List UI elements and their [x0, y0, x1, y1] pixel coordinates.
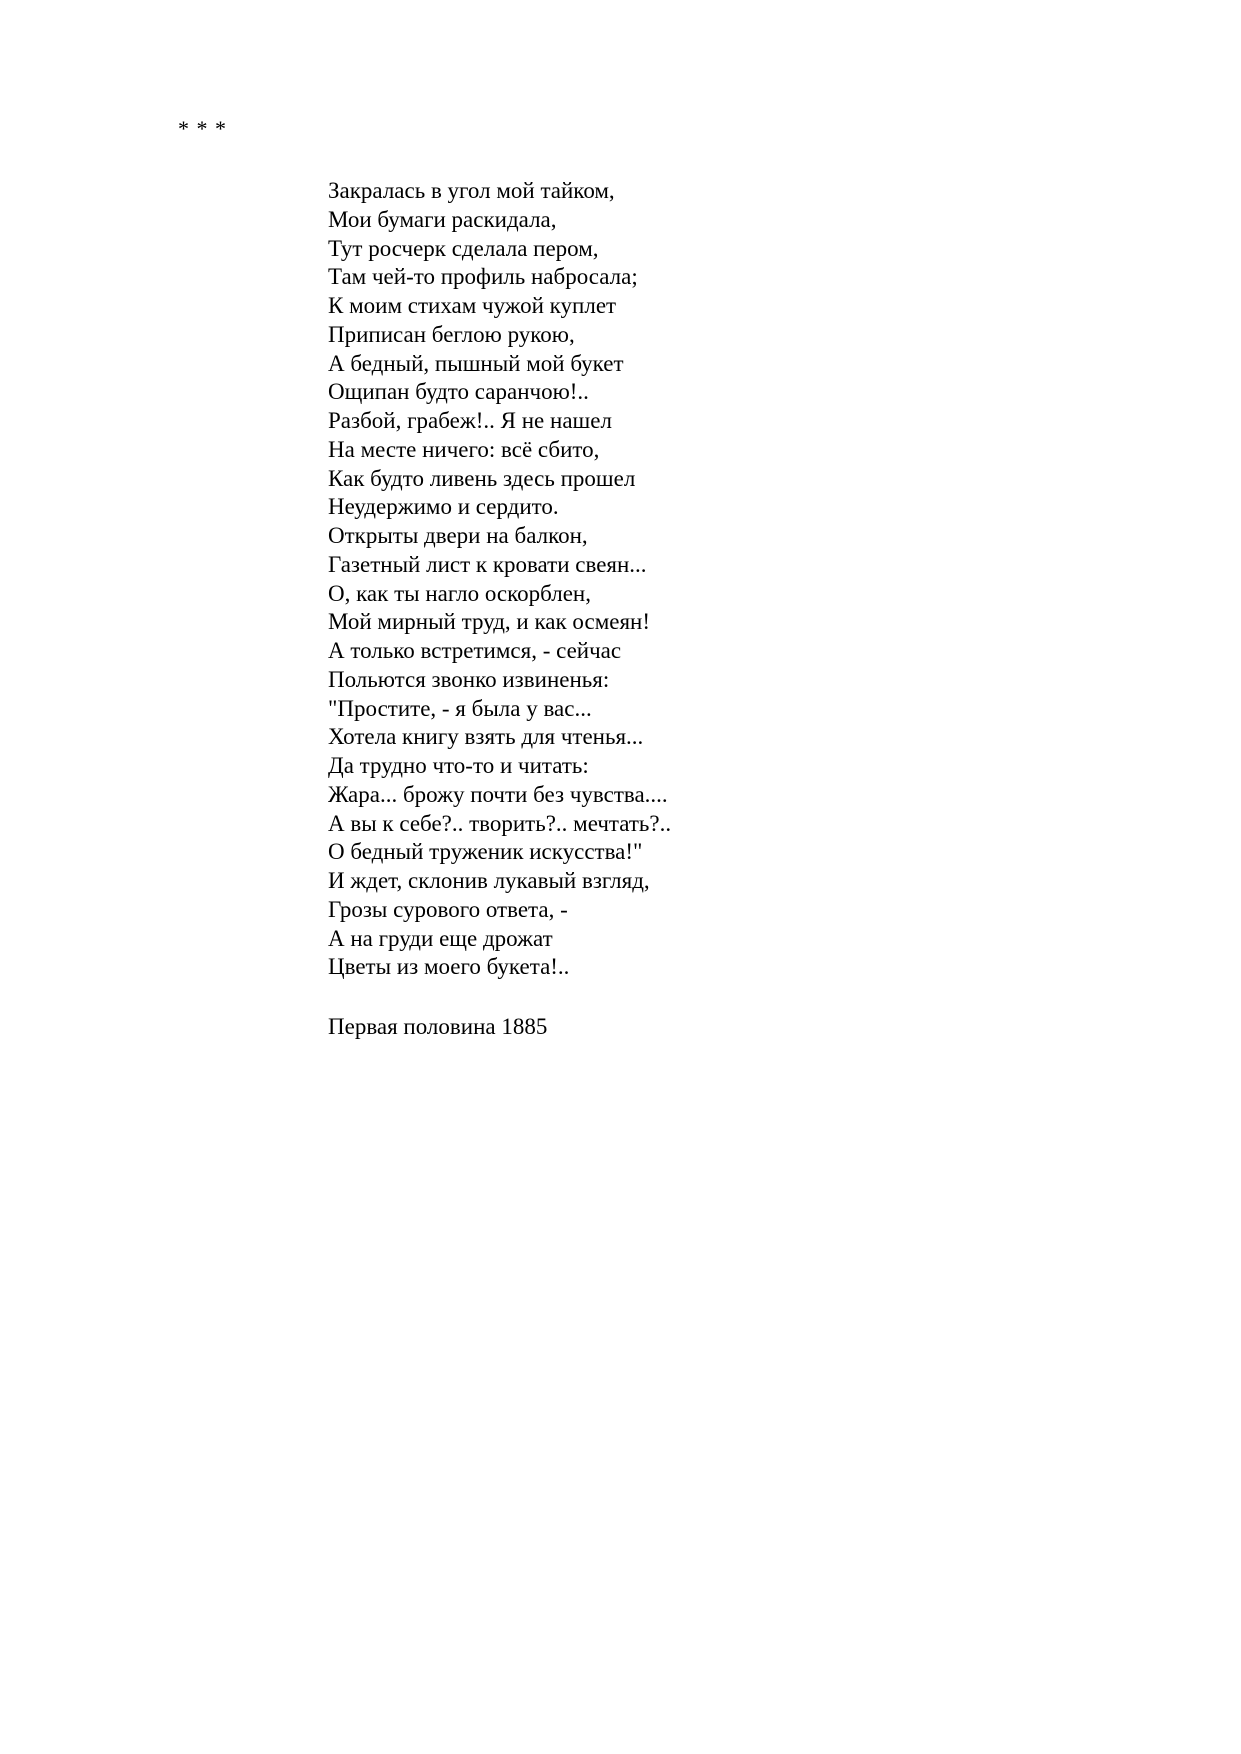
poem-line: А только встретимся, - сейчас	[328, 638, 622, 663]
poem-line: Жара... брожу почти без чувства....	[328, 781, 668, 807]
poem-line: Тут росчерк сделала пером,	[328, 235, 599, 261]
poem-line: Хотела книгу взять для чтенья...	[328, 724, 644, 750]
poem-line: Газетный лист к кровати свеян...	[328, 551, 647, 577]
poem-line: Ощипан будто саранчою!..	[328, 379, 589, 405]
poem-line: Мой мирный труд, и как осмеян!	[328, 609, 651, 635]
poem-line: Разбой, грабеж!.. Я не нашел	[328, 408, 612, 433]
poem-line: Как будто ливень здесь прошел	[328, 465, 636, 491]
poem-line: Да трудно что-то и читать:	[328, 753, 589, 778]
poem-line: Там чей-то профиль набросала;	[328, 264, 638, 290]
poem-line: Мои бумаги раскидала,	[328, 206, 557, 232]
poem-line: Приписан беглою рукою,	[328, 321, 575, 347]
poem-line: Цветы из моего букета!..	[328, 954, 570, 980]
poem-line: Польются звонко извиненья:	[328, 666, 610, 692]
poem-line: Неудержимо и сердито.	[328, 494, 559, 520]
poem-date: Первая половина 1885	[328, 1014, 548, 1039]
poem-line: А вы к себе?.. творить?.. мечтать?..	[328, 810, 672, 836]
poem-line: А бедный, пышный мой букет	[328, 350, 624, 376]
poem-line: Закралась в угол мой тайком,	[328, 178, 615, 203]
poem-text	[328, 177, 671, 982]
poem-line: К моим стихам чужой куплет	[328, 293, 617, 318]
poem-line: О бедный труженик искусства!"	[328, 839, 643, 865]
poem-line: "Простите, - я была у вас...	[328, 695, 592, 721]
poem-line: Грозы сурового ответа, -	[328, 896, 568, 922]
section-separator: * * *	[178, 116, 227, 141]
poem-line: О, как ты нагло оскорблен,	[328, 580, 591, 606]
poem-line: А на груди еще дрожат	[328, 925, 553, 951]
poem-line: Открыты двери на балкон,	[328, 523, 588, 548]
poem-line: И ждет, склонив лукавый взгляд,	[328, 868, 650, 893]
poem-line: На месте ничего: всё сбито,	[328, 436, 600, 462]
